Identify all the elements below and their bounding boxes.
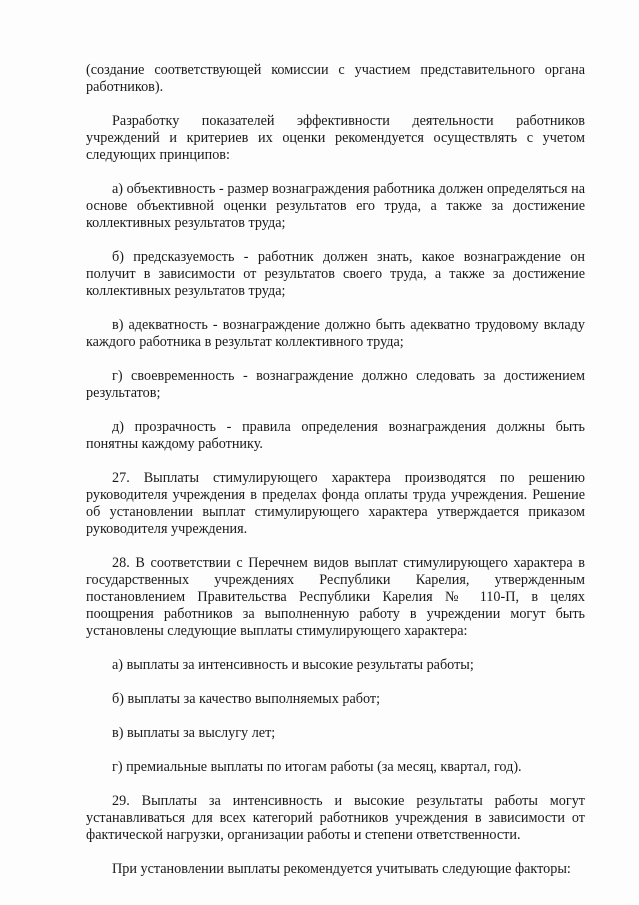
paragraph-clause-29: 29. Выплаты за интенсивность и высокие результаты работы могут устанавливаться для всех категорий работников учреждения в зависимости от фактической нагрузки, организации работы и степени ответственности. — [86, 793, 585, 843]
paragraph-payment-bonus: г) премиальные выплаты по итогам работы (за месяц, квартал, год). — [112, 759, 522, 775]
paragraph-principle-objectivity: а) объективность - размер вознаграждения работника должен определяться на основе объективной оценки результатов его труда, а также за достижение коллективных результатов труда; — [86, 181, 585, 231]
paragraph-principle-timeliness: г) своевременность - вознаграждение должно следовать за достижением результатов; — [86, 368, 585, 401]
paragraph-clause-28: 28. В соответствии с Перечнем видов выплат стимулирующего характера в государственных учреждениях Республики Карелия, утвержденным постановлением Правительства Республики Карелия № 110-П, в целях поощрения работников за выполненную работу в учреждении могут быть установлены следующие выплаты стимулирующего характера: — [86, 555, 585, 639]
paragraph-commission-note: (создание соответствующей комиссии с участием представительного органа работников). — [86, 62, 585, 95]
paragraph-clause-27: 27. Выплаты стимулирующего характера производятся по решению руководителя учреждения в пределах фонда оплаты труда учреждения. Решение об установлении выплат стимулирующего характера утверждается приказом руководителя учреждения. — [86, 470, 585, 537]
paragraph-principle-transparency: д) прозрачность - правила определения вознаграждения должны быть понятны каждому работнику. — [86, 419, 585, 452]
paragraph-payment-seniority: в) выплаты за выслугу лет; — [112, 725, 276, 741]
paragraph-principle-predictability: б) предсказуемость - работник должен знать, какое вознаграждение он получит в зависимости от результатов своего труда, а также за достижение коллективных результатов труда; — [86, 249, 585, 299]
paragraph-payment-quality: б) выплаты за качество выполняемых работ; — [112, 691, 381, 707]
paragraph-principle-adequacy: в) адекватность - вознаграждение должно быть адекватно трудовому вкладу каждого работника в результат коллективного труда; — [86, 317, 585, 350]
paragraph-principles-intro: Разработку показателей эффективности деятельности работников учреждений и критериев их оценки рекомендуется осуществлять с учетом следующих принципов: — [86, 113, 585, 163]
paragraph-payment-intensity: а) выплаты за интенсивность и высокие результаты работы; — [112, 657, 474, 673]
paragraph-factors-intro: При установлении выплаты рекомендуется учитывать следующие факторы: — [112, 861, 571, 877]
